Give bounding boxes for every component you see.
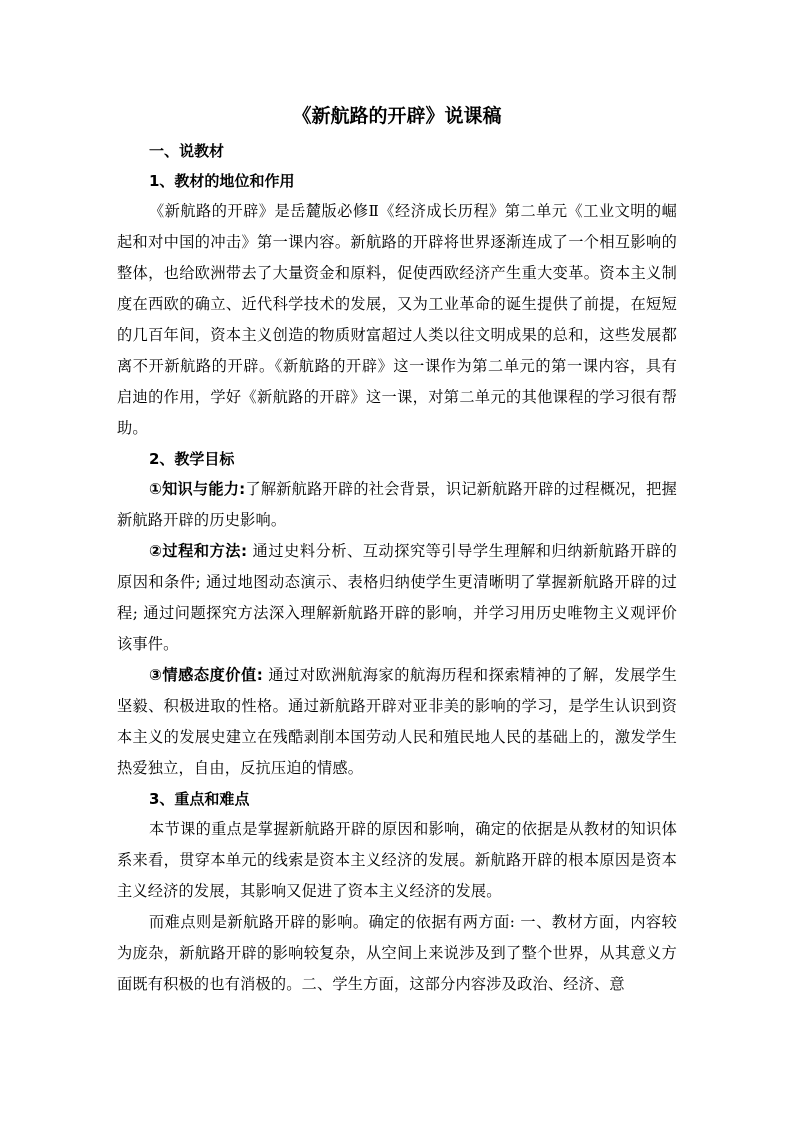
goal-emotion-label: ③情感态度价值:	[149, 666, 264, 684]
document-title: 《新航路的开辟》说课稿	[292, 105, 502, 127]
document-page	[117, 98, 677, 1000]
paragraph-goal-emotion	[117, 660, 677, 784]
goal-process-text: 通过史料分析、互动探究等引导学生理解和归纳新航路开辟的原因和条件; 通过地图动态演示、表格归纳使学生更清晰明了掌握新航路开辟的过程; 通过问题探究方法深入理解新航路开辟的影响，并学习用历史唯物主义观评价该事件。	[117, 542, 677, 653]
subheading-teaching-goals: 2、教学目标	[149, 450, 235, 468]
subheading-status-and-role: 1、教材的地位和作用	[149, 172, 295, 190]
goal-emotion-text: 通过对欧洲航海家的航海历程和探索精神的了解，发展学生坚毅、积极进取的性格。通过新航路开辟对亚非美的影响的学习，是学生认识到资本主义的发展史建立在残酷剥削本国劳动人民和殖民地人民的基础上的，激发学生热爱独立，自由，反抗压迫的情感。	[117, 666, 677, 777]
subheading-key-and-difficult-points: 3、重点和难点	[149, 790, 250, 808]
paragraph-key-points: 本节课的重点是掌握新航路开辟的原因和影响，确定的依据是从教材的知识体系来看，贯穿本单元的线索是资本主义经济的发展。新航路开辟的根本原因是资本主义经济的发展，其影响又促进了资本主义经济的发展。	[117, 820, 677, 900]
paragraph-goal-knowledge	[117, 474, 677, 536]
paragraph-status-and-role: 《新航路的开辟》是岳麓版必修Ⅱ《经济成长历程》第二单元《工业文明的崛起和对中国的冲击》第一课内容。新航路的开辟将世界逐渐连成了一个相互影响的整体，也给欧洲带去了大量资金和原料，促使西欧经济产生重大变革。资本主义制度在西欧的确立、近代科学技术的发展，又为工业革命的诞生提供了前提，在短短的几百年间，资本主义创造的物质财富超过人类以往文明成果的总和，这些发展都离不开新航路的开辟。《新航路的开辟》这一课作为第二单元的第一课内容，具有启迪的作用，学好《新航路的开辟》这一课，对第二单元的其他课程的学习很有帮助。	[117, 202, 677, 437]
paragraph-goal-process	[117, 536, 677, 660]
goal-knowledge-text: 了解新航路开辟的社会背景，识记新航路开辟的过程概况，把握新航路开辟的历史影响。	[117, 480, 677, 529]
goal-process-label: ②过程和方法:	[149, 542, 248, 560]
goal-knowledge-label: ①知识与能力:	[149, 480, 246, 498]
section-heading-textbook: 一、说教材	[149, 142, 225, 160]
paragraph-difficult-points: 而难点则是新航路开辟的影响。确定的依据有两方面: 一、教材方面，内容较为庞杂，新航路开辟的影响较复杂，从空间上来说涉及到了整个世界，从其意义方面既有积极的也有消极的。二、学生方面，这部分内容涉及政治、经济、意	[117, 913, 677, 993]
